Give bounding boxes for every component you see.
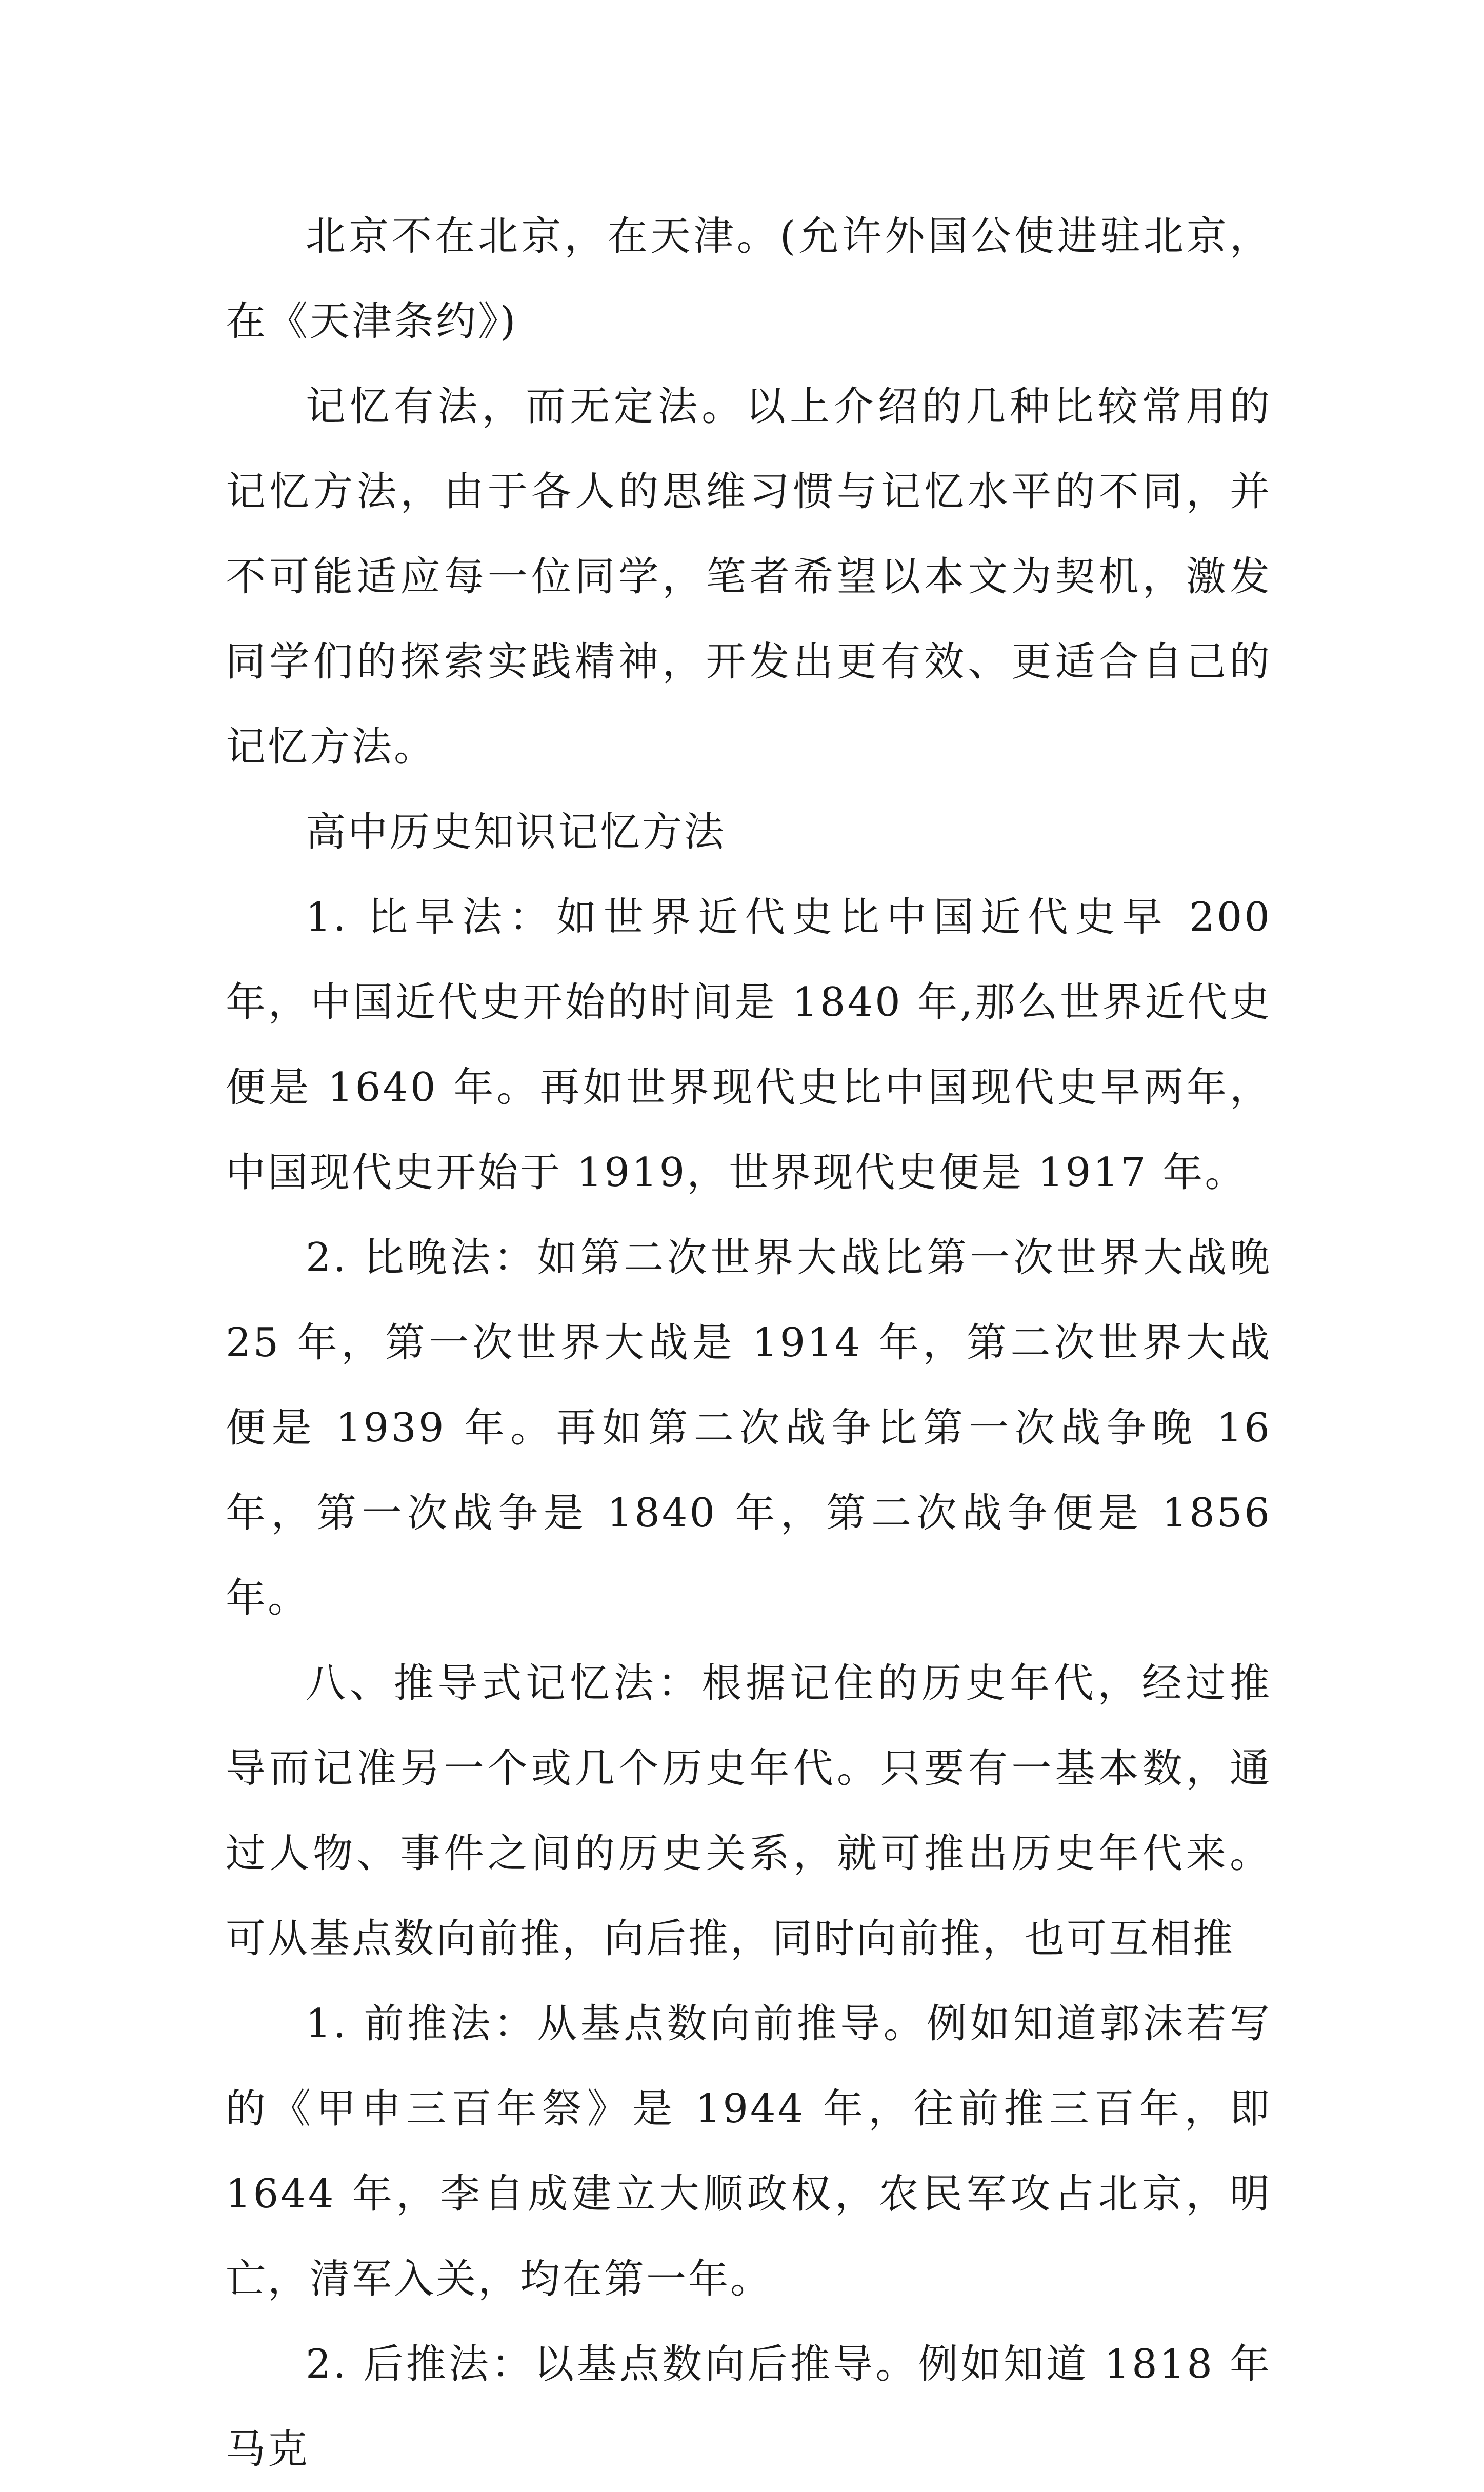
body-text: [226, 194, 1272, 2492]
paragraph-forward-deduction: 1. 前推法：从基点数向前推导。例如知道郭沫若写的《甲申三百年祭》是 1944 年，往前推三百年，即 1644 年，李自成建立大顺政权，农民军攻占北京，明亡，清军入关，均在第一年。: [226, 2001, 1272, 2302]
paragraph-backward-deduction: 2. 后推法：以基点数向后推导。例如知道 1818 年马克: [226, 2341, 1272, 2473]
paragraph-memory-methods-conclusion: 记忆有法，而无定法。以上介绍的几种比较常用的记忆方法，由于各人的思维习惯与记忆水平的不同，并不可能适应每一位同学，笔者希望以本文为契机，激发同学们的探索实践精神，开发出更有效、更适合自己的记忆方法。: [226, 384, 1272, 770]
paragraph-tianjin-treaty: 北京不在北京，在天津。(允许外国公使进驻北京，在《天津条约》): [226, 213, 1272, 345]
paragraph-deduction-method: 八、推导式记忆法：根据记住的历史年代，经过推导而记准另一个或几个历史年代。只要有一基本数，通过人物、事件之间的历史关系，就可推出历史年代来。可从基点数向前推，向后推，同时向前推，也可互相推: [226, 1660, 1272, 1962]
paragraph-later-method: 2. 比晚法：如第二次世界大战比第一次世界大战晚 25 年，第一次世界大战是 1914 年，第二次世界大战便是 1939 年。再如第二次战争比第一次战争晚 16 年，第一次战争是 1840 年，第二次战争便是 1856 年。: [226, 1235, 1272, 1621]
section-heading: 高中历史知识记忆方法: [306, 809, 727, 855]
paragraph-earlier-method: 1. 比早法：如世界近代史比中国近代史早 200 年，中国近代史开始的时间是 1840 年,那么世界近代史便是 1640 年。再如世界现代史比中国现代史早两年，中国现代史开始于 1919，世界现代史便是 1917 年。: [226, 894, 1272, 1196]
